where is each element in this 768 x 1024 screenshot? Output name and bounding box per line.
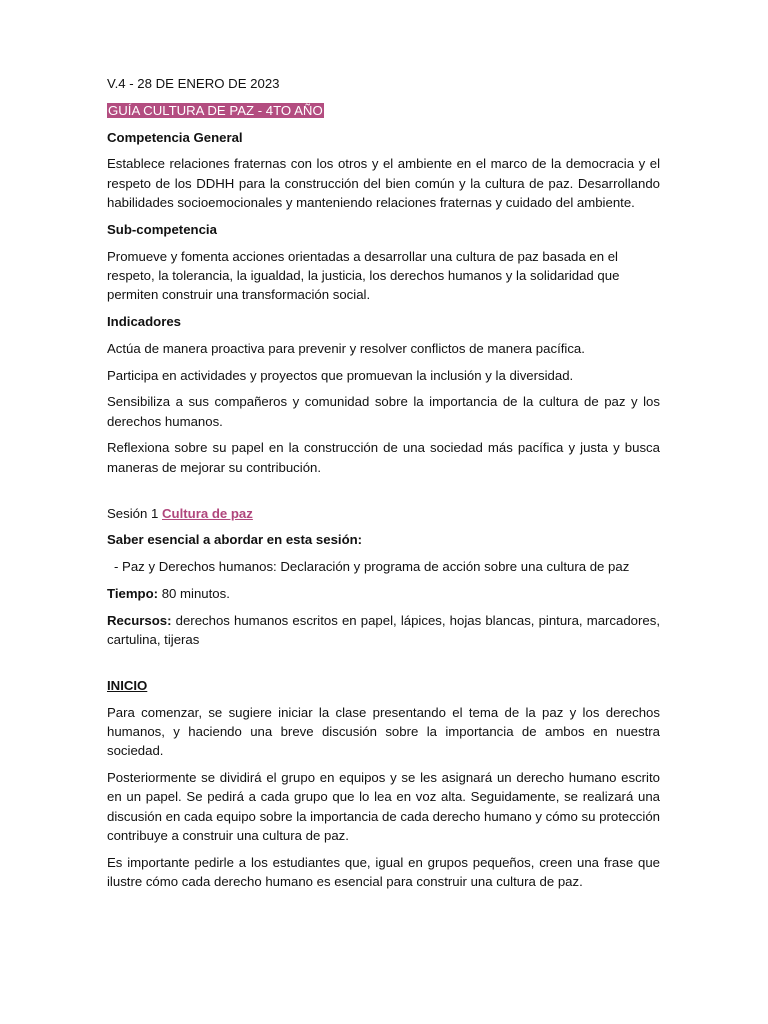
sesion-prefix: Sesión 1	[107, 505, 159, 521]
sub-competencia-heading: Sub-competencia	[107, 221, 217, 237]
blank-line	[107, 485, 660, 504]
inicio-paragraph: Es importante pedirle a los estudiantes que, igual en grupos pequeños, creen una frase que ilustre cómo cada derecho humano es esencial para construir una cultura de paz.	[107, 854, 660, 889]
tiempo-value: 80 minutos.	[158, 585, 230, 601]
guide-title-line	[107, 101, 660, 120]
inicio-heading: INICIO	[107, 677, 148, 693]
document-page	[107, 74, 660, 899]
recursos-value: derechos humanos escritos en papel, lápices, hojas blancas, pintura, marcadores, cartulina, tijeras	[107, 612, 660, 648]
indicador-item: Actúa de manera proactiva para prevenir y resolver conflictos de manera pacífica.	[107, 340, 585, 356]
sesion-line	[107, 504, 660, 523]
indicador-item: Sensibiliza a sus compañeros y comunidad sobre la importancia de la cultura de paz y los derechos humanos.	[107, 394, 660, 429]
indicadores-heading: Indicadores	[107, 313, 182, 329]
recursos-label: Recursos:	[107, 612, 172, 628]
saber-esencial-item: - Paz y Derechos humanos: Declaración y programa de acción sobre una cultura de paz	[114, 559, 630, 575]
inicio-paragraph: Posteriormente se dividirá el grupo en equipos y se les asignará un derecho humano escrito en un papel. Se pedirá a cada grupo que lo lea en voz alta. Seguidamente, se realizará una discusión en cada equipo sobre la importancia de cada derecho humano y cómo su protección contribuye a construir una cultura de paz.	[107, 770, 660, 843]
indicador-item: Participa en actividades y proyectos que promuevan la inclusión y la diversidad.	[107, 367, 574, 383]
indicador-item: Reflexiona sobre su papel en la construcción de una sociedad más pacífica y justa y busca maneras de mejorar su contribución.	[107, 440, 660, 475]
competencia-general-heading: Competencia General	[107, 129, 243, 145]
cultura-de-paz-link[interactable]: Cultura de paz	[162, 505, 253, 521]
guide-title-highlight: GUÍA CULTURA DE PAZ - 4TO AÑO	[108, 102, 323, 118]
sub-competencia-text: Promueve y fomenta acciones orientadas a desarrollar una cultura de paz basada en el respeto, la tolerancia, la igualdad, la justicia, los derechos humanos y la solidaridad que permiten construir una transformación social.	[107, 248, 620, 303]
version-line: V.4 - 28 DE ENERO DE 2023	[107, 76, 280, 91]
blank-line	[107, 657, 660, 676]
competencia-general-text: Establece relaciones fraternas con los otros y el ambiente en el marco de la democracia y el respeto de los DDHH para la construcción del bien común y la cultura de paz. Desarrollando habilidades socioemocionales y manteniendo relaciones fraternas y cuidado del ambiente.	[107, 156, 660, 210]
recursos-line	[107, 611, 660, 650]
tiempo-label: Tiempo:	[107, 585, 159, 601]
inicio-paragraph: Para comenzar, se sugiere iniciar la clase presentando el tema de la paz y los derechos humanos, y haciendo una breve discusión sobre la importancia de ambos en nuestra sociedad.	[107, 704, 660, 759]
tiempo-line	[107, 584, 660, 603]
saber-esencial-heading: Saber esencial a abordar en esta sesión:	[107, 532, 363, 548]
